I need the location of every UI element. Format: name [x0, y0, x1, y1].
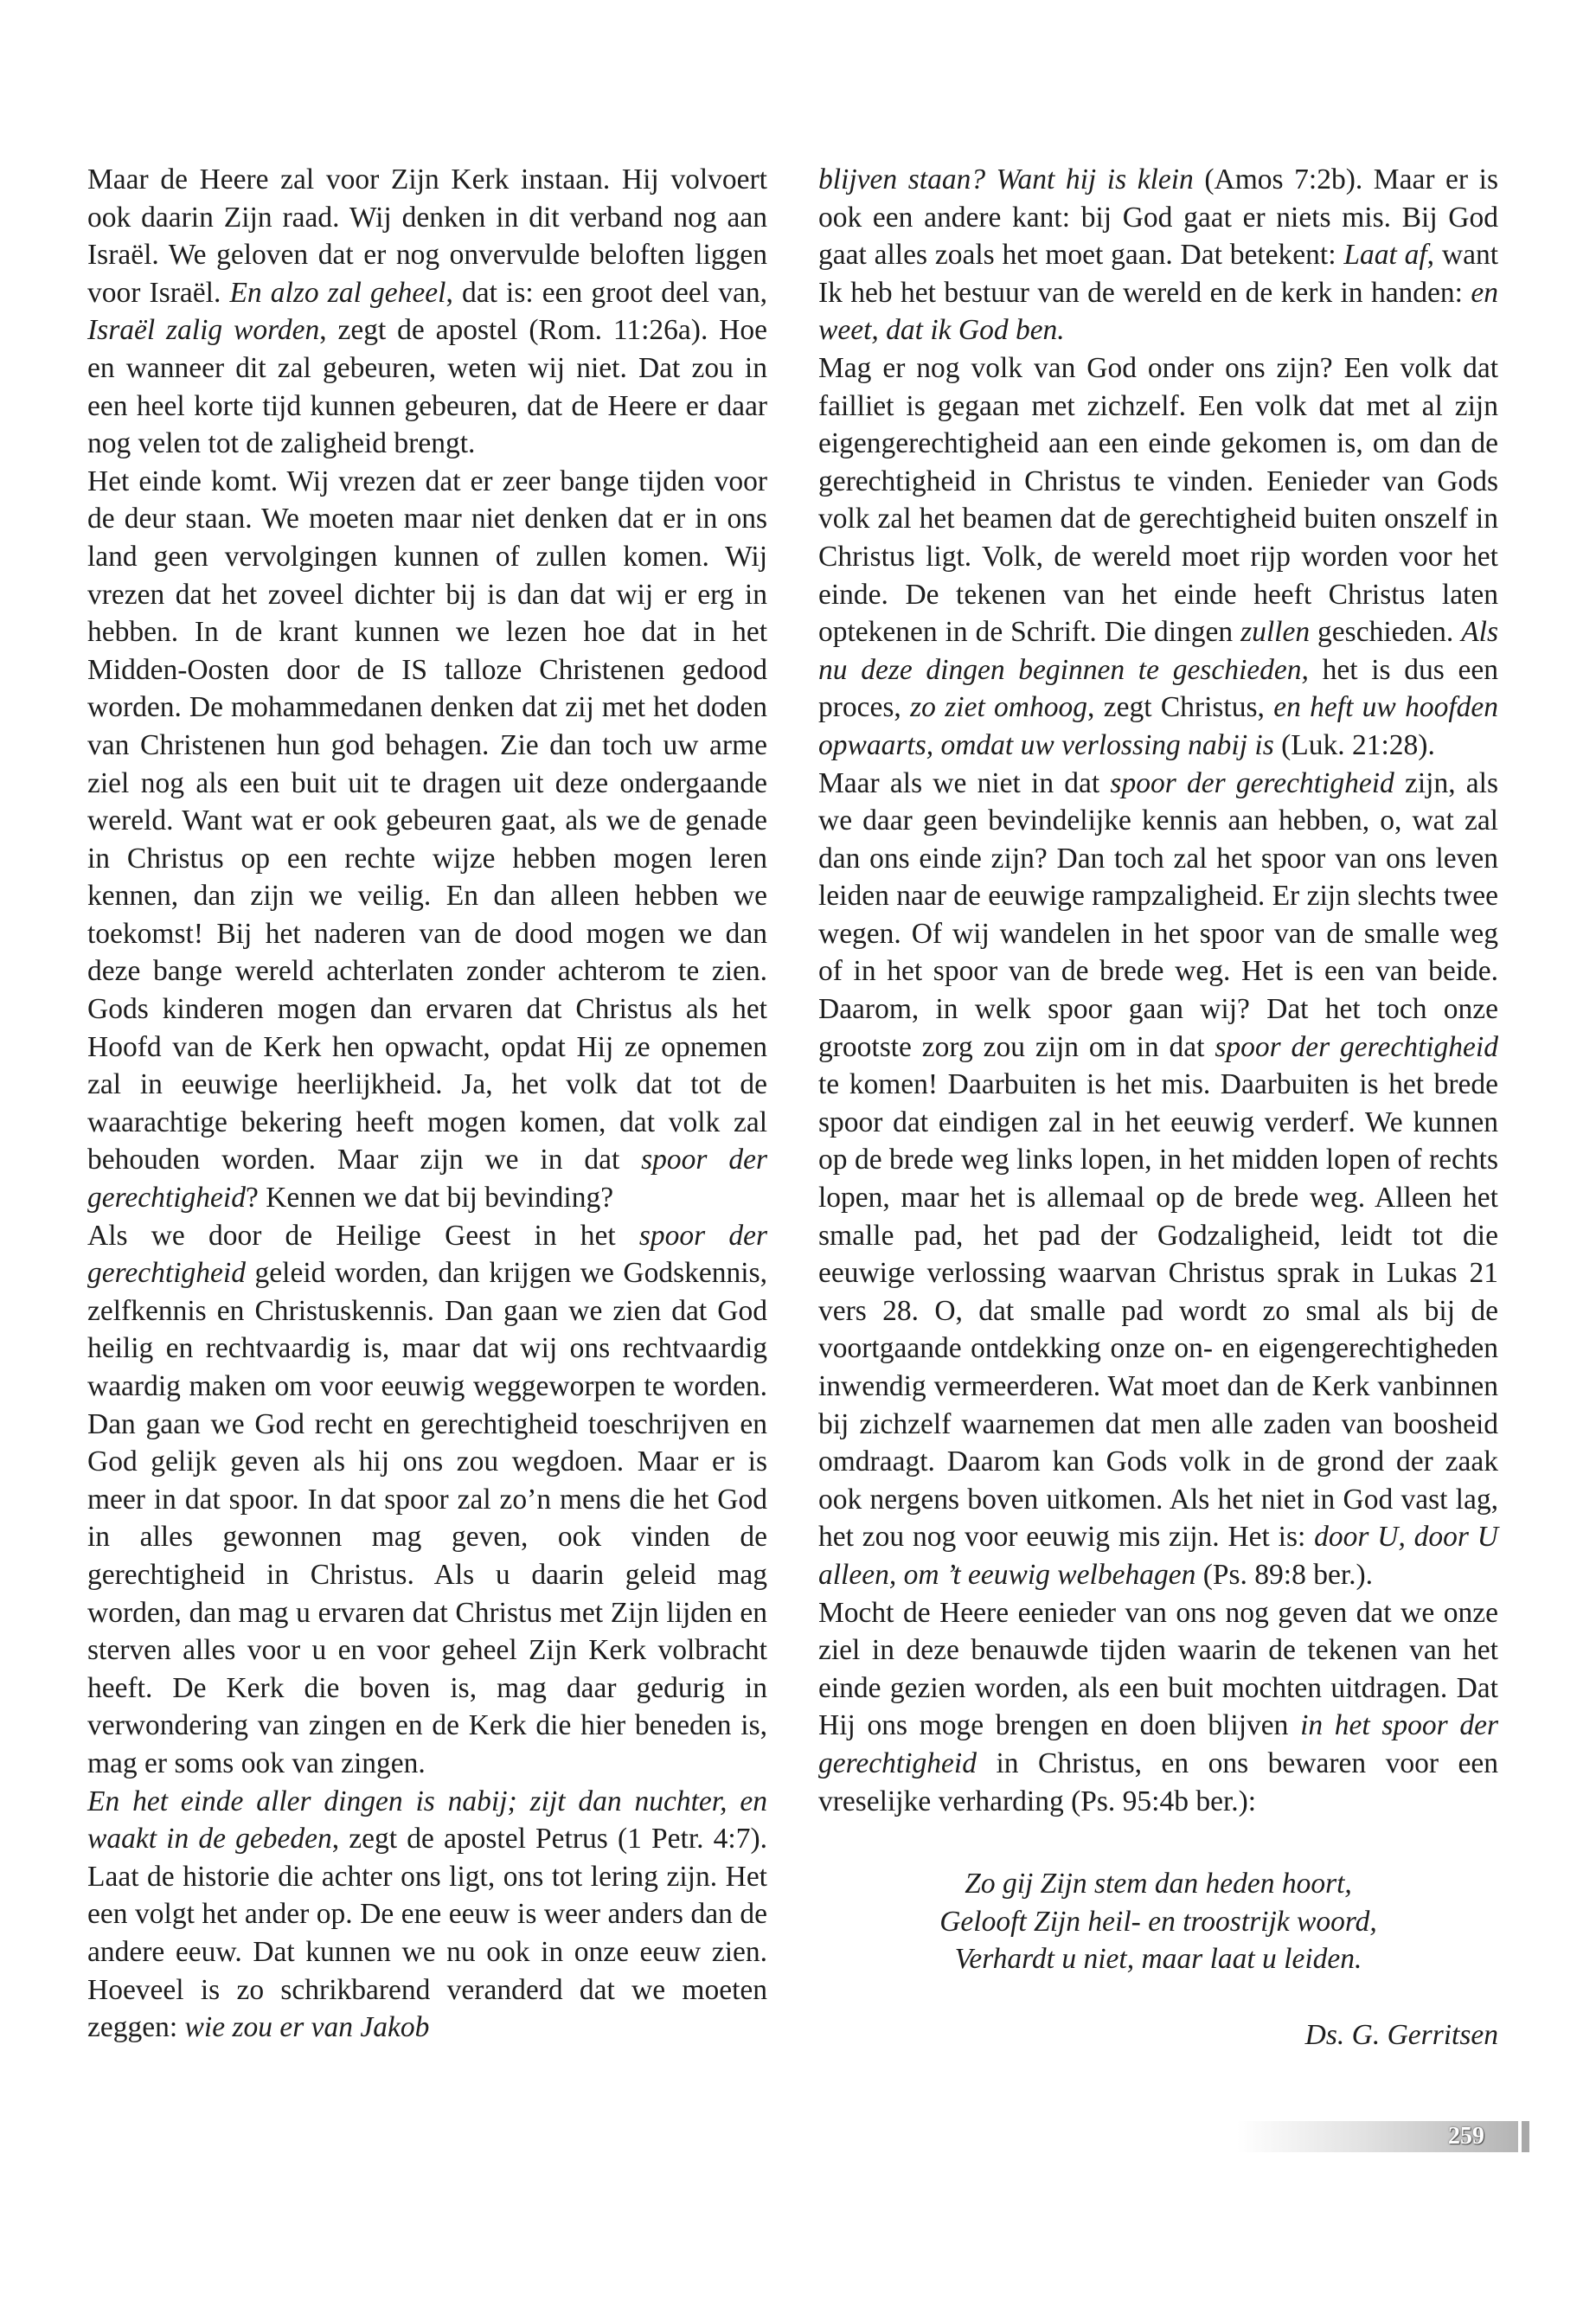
- paragraph: [818, 1594, 1498, 1821]
- paragraph: [818, 765, 1498, 1594]
- text-run: , zegt de apostel (Rom. 11:26a). Hoe en wanneer dit zal gebeuren, weten wij niet. Dat zou in een heel korte tijd kunnen gebeuren, dat de Heere er daar nog velen tot de zaligheid brengt.: [87, 314, 767, 460]
- italic-text: zo ziet omhoog: [910, 691, 1088, 724]
- paragraph: [818, 349, 1498, 765]
- author-signature: Ds. G. Gerritsen: [1304, 2018, 1498, 2051]
- text-run: te komen! Daarbuiten is het mis. Daarbuiten is het brede spoor dat eindigen zal in het eeuwig verderf. We kunnen op de brede weg links lopen, in het midden lopen of rechts lopen, maar het is allemaal op de brede weg. Alleen het smalle pad, het pad der Godzaligheid, leidt tot die eeuwige verlossing waarvan Christus sprak in Lukas 21 vers 28. O, dat smalle pad wordt zo smal als bij de voortgaande ontdekking onze on- en eigengerechtigheden inwendig vermeerderen. Wat moet dan de Kerk vanbinnen bij zichzelf waarnemen dat men alle zaden van boosheid omdraagt. Daarom kan Gods volk in de grond der zaak ook nergens boven uitkomen. Als het niet in God vast lag, het zou nog voor eeuwig mis zijn. Het is:: [818, 1068, 1498, 1554]
- paragraph: [87, 161, 767, 463]
- italic-text: zullen: [1240, 616, 1311, 649]
- italic-text: spoor der gerechtigheid: [1215, 1030, 1498, 1063]
- italic-text: spoor der gerechtigheid: [87, 1144, 767, 1215]
- paragraph: [818, 161, 1498, 349]
- text-run: (Amos 7:2b). Maar er is ook een andere kant: bij God gaat er niets mis. Bij God gaat alles zoals het moet gaan. Dat betekent:: [818, 163, 1498, 272]
- text-run: ? Kennen we dat bij bevinding?: [245, 1182, 614, 1215]
- poem-line: Gelooft Zijn heil- en troostrijk woord,: [939, 1905, 1377, 1938]
- text-run: (Luk. 21:28).: [1273, 728, 1435, 761]
- text-run: , want Ik heb het bestuur van de wereld en de kerk in handen:: [818, 239, 1498, 309]
- text-run: Mocht de Heere eenieder van ons nog geven dat we onze ziel in deze benauwde tijden waarin de tekenen van het einde gezien worden, als een buit mochten uitdragen. Dat Hij ons moge brengen en doen blijven: [818, 1596, 1498, 1742]
- text-run: , zegt de apostel Petrus (1 Petr. 4:7). Laat de historie die achter ons ligt, ons tot lering zijn. Het een volgt het ander op. De ene eeuw is weer anders dan de andere eeuw. Dat kunnen we nu ook in onze eeuw zien. Hoeveel is zo schrikbarend veranderd dat we moeten zeggen:: [87, 1823, 767, 2044]
- poem-line: Verhardt u niet, maar laat u leiden.: [954, 1943, 1362, 1976]
- italic-text: en weet, dat ik God ben.: [818, 276, 1498, 347]
- text-run: Mag er nog volk van God onder ons zijn? Een volk dat failliet is gegaan met zichzelf. Een volk dat met al zijn eigengerechtigheid aan een einde gekomen is, om dan de gerechtigheid in Christus te vinden. Eenieder van Gods volk zal het beamen dat de gerechtigheid buiten onszelf in Christus ligt. Volk, de wereld moet rijp worden voor het einde. De tekenen van het einde heeft Christus laten optekenen in de Schrift. Die dingen: [818, 351, 1498, 649]
- text-run: geschieden.: [1310, 616, 1462, 649]
- paragraph: [87, 463, 767, 1217]
- text-run: (Ps. 89:8 ber.).: [1195, 1558, 1374, 1591]
- right-column-body: [818, 161, 1498, 1820]
- italic-text: in het spoor der gerechtigheid: [818, 1709, 1498, 1779]
- italic-text: en heft uw hoofden opwaarts, omdat uw verlossing nabij is: [818, 691, 1499, 761]
- text-run: zijn, als we daar geen bevindelijke kennis aan hebben, o, wat zal dan ons einde zijn? Dan toch zal het spoor van ons leven leiden naar de eeuwige rampzaligheid. Er zijn slechts twee wegen. Of wij wandelen in het spoor van de smalle weg of in het spoor van de brede weg. Het is een van beide. Daarom, in welk spoor gaan wij? Dat het toch onze grootste zorg zou zijn om in dat: [818, 766, 1498, 1063]
- text-run: in Christus, en ons bewaren voor een vreselijke verharding (Ps. 95:4b ber.):: [818, 1747, 1498, 1817]
- text-run: Het einde komt. Wij vrezen dat er zeer bange tijden voor de deur staan. We moeten maar niet denken dat er in ons land geen vervolgingen kunnen of zullen komen. Wij vrezen dat het zoveel dichter bij is dan dat wij er erg in hebben. In de krant kunnen we lezen hoe dat in het Midden-Oosten door de IS talloze Christenen gedood worden. De mohammedanen denken dat zij met het doden van Christenen hun god behagen. Zie dan toch uw arme ziel nog als een buit uit te dragen uit deze ondergaande wereld. Want wat er ook gebeuren gaat, als we de genade in Christus op een rechte wijze hebben mogen leren kennen, dan zijn we veilig. En dan alleen hebben we toekomst! Bij het naderen van de dood mogen we dan deze bange wereld achterlaten zonder achterom te zien. Gods kinderen mogen dan ervaren dat Christus als het Hoofd van de Kerk hen opwacht, opdat Hij ze opnemen zal in eeuwige heerlijkheid. Ja, het volk dat tot de waarachtige bekering heeft mogen komen, dat volk zal behouden worden. Maar zijn we in dat: [87, 465, 767, 1176]
- page-tab-marker: [1522, 2121, 1529, 2152]
- italic-text: spoor der gerechtigheid: [87, 1219, 768, 1290]
- right-column: [818, 161, 1498, 2054]
- text-run: , zegt Christus,: [1087, 691, 1274, 724]
- text-run: , dat is: een groot deel van,: [445, 276, 767, 309]
- italic-text: Als nu deze dingen beginnen te geschieden,: [818, 616, 1498, 686]
- psalm-quote: [818, 1865, 1498, 1978]
- paragraph: [87, 1217, 767, 1783]
- text-run: geleid worden, dan krijgen we Godskennis, zelfkennis en Christuskennis. Dan gaan we zien dat God heilig en rechtvaardig is, maar dat wij ons rechtvaardig waardig maken om voor eeuwig weggeworpen te worden. Dan gaan we God recht en gerechtigheid toeschrijven en God gelijk geven als hij ons zou wegdoen. Maar er is meer in dat spoor. In dat spoor zal zo’n mens die het God in alles gewonnen mag geven, ook vinden de gerechtigheid in Christus. Als u daarin geleid mag worden, dan mag u ervaren dat Christus met Zijn lijden en sterven alles voor u en voor geheel Zijn Kerk volbracht heeft. De Kerk die boven is, mag daar gedurig in verwondering van zingen en de Kerk die hier beneden is, mag er soms ook van zingen.: [87, 1257, 767, 1779]
- poem-line: Zo gij Zijn stem dan heden hoort,: [965, 1868, 1352, 1900]
- text-run: Maar als we niet in dat: [818, 766, 1111, 799]
- italic-text: Laat af: [1343, 239, 1427, 272]
- left-column: [87, 161, 767, 2047]
- paragraph: [87, 1783, 767, 2047]
- text-run: Als we door de Heilige Geest in het: [87, 1219, 639, 1252]
- italic-text: Israël zalig worden: [87, 314, 320, 347]
- page-number: 259: [1448, 2123, 1484, 2150]
- italic-text: En het einde aller dingen is nabij; zijt dan nuchter, en waakt in de gebeden: [87, 1785, 767, 1856]
- italic-text: wie zou er van Jakob: [184, 2011, 430, 2044]
- italic-text: spoor der gerechtigheid: [1110, 766, 1394, 799]
- italic-text: door U, door U alleen, om ’t eeuwig welbehagen: [818, 1521, 1498, 1591]
- italic-text: En alzo zal geheel: [229, 276, 446, 309]
- text-run: Maar de Heere zal voor Zijn Kerk instaan. Hij volvoert ook daarin Zijn raad. Wij denken in dit verband nog aan Israël. We geloven dat er nog onvervulde beloften liggen voor Israël.: [87, 163, 767, 309]
- text-run: het is dus een proces,: [818, 653, 1498, 724]
- italic-text: blijven staan? Want hij is klein: [818, 163, 1194, 195]
